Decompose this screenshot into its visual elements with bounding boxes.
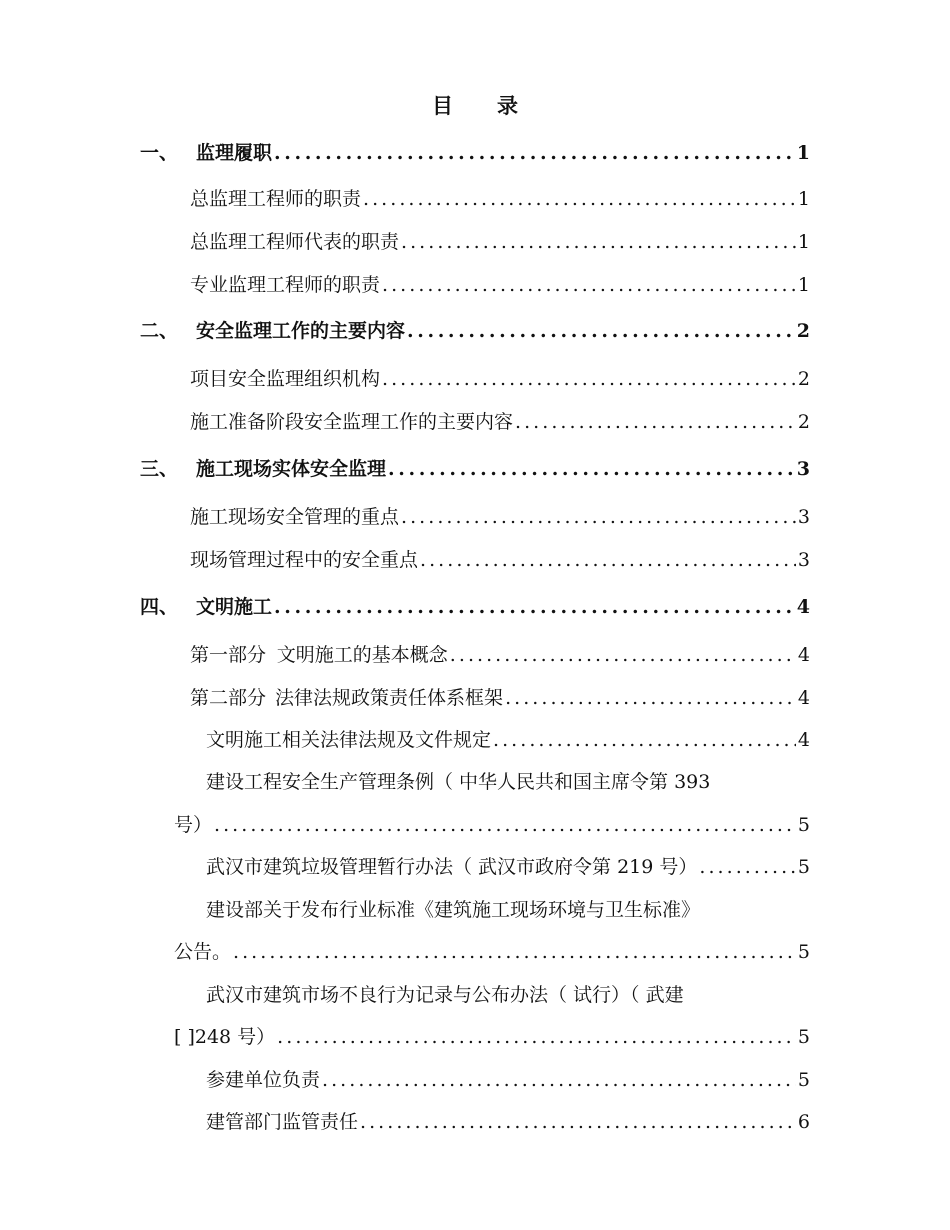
toc-entry[interactable] (206, 1065, 810, 1092)
page-number: 4 (796, 596, 810, 618)
page-number: 5 (797, 1026, 810, 1048)
toc-entry-chapter-2[interactable] (140, 316, 810, 343)
entry-title: 监理履职 (196, 142, 273, 164)
toc-entry[interactable] (190, 270, 810, 297)
toc-entry[interactable] (206, 852, 810, 879)
entry-title: 施工现场安全管理的重点 (190, 506, 400, 528)
page-number: 4 (797, 644, 810, 666)
chapter-number: 三、 (140, 458, 179, 480)
page-number: 1 (797, 188, 810, 210)
dot-leader (214, 814, 796, 836)
toc-entry-part-1[interactable] (190, 640, 810, 667)
toc-entry-line-2[interactable] (174, 810, 810, 837)
entry-title: 文明施工相关法律法规及文件规定 (206, 729, 492, 751)
toc-title-char-2: 录 (497, 93, 518, 118)
entry-title: 专业监理工程师的职责 (190, 274, 381, 296)
entry-title: 武汉市建筑垃圾管理暂行办法（ 武汉市政府令第 219 号） (206, 856, 698, 878)
toc-title-char-1: 目 (432, 93, 453, 118)
dot-leader (382, 274, 796, 296)
toc-entry[interactable] (190, 502, 810, 529)
page-number: 2 (797, 368, 810, 390)
toc-entry-line-2[interactable] (174, 1022, 810, 1049)
page-number: 5 (797, 1069, 810, 1091)
page-number: 3 (797, 506, 810, 528)
entry-title-cont: 号） (174, 814, 213, 836)
dot-leader (274, 596, 795, 618)
dot-leader (515, 411, 796, 433)
page-number: 4 (797, 729, 810, 751)
toc-entry-part-2[interactable] (190, 683, 810, 710)
page-number: 1 (797, 274, 810, 296)
entry-title: 施工准备阶段安全监理工作的主要内容 (190, 411, 514, 433)
dot-leader (274, 142, 795, 164)
entry-title: 安全监理工作的主要内容 (196, 320, 406, 342)
entry-title: 项目安全监理组织机构 (190, 368, 381, 390)
page-number: 6 (797, 1111, 810, 1133)
toc-entry[interactable] (190, 227, 810, 254)
page-number: 5 (797, 941, 810, 963)
toc-entry-line-1[interactable]: 建设工程安全生产管理条例（ 中华人民共和国主席令第 393 (206, 771, 711, 793)
dot-leader (277, 1026, 796, 1048)
page-number: 3 (797, 549, 810, 571)
page-number: 2 (796, 320, 810, 342)
entry-title: 法律法规政策责任体系框架 (275, 687, 504, 709)
toc-title (0, 90, 950, 120)
entry-title: 现场管理过程中的安全重点 (190, 549, 419, 571)
dot-leader (699, 856, 796, 878)
toc-entry[interactable] (190, 407, 810, 434)
entry-title: 参建单位负责 (206, 1069, 321, 1091)
page-number: 4 (797, 687, 810, 709)
chapter-number: 一、 (140, 142, 179, 164)
page-number: 5 (797, 814, 810, 836)
dot-leader (382, 368, 796, 390)
toc-entry[interactable] (206, 1107, 810, 1134)
toc-entry[interactable] (206, 725, 810, 752)
toc-entry-line-1[interactable]: 武汉市建筑市场不良行为记录与公布办法（ 试行）（ 武建 (206, 984, 684, 1006)
toc-entry[interactable] (190, 545, 810, 572)
dot-leader (420, 549, 796, 571)
part-label: 第一部分 (190, 644, 267, 666)
dot-leader (360, 1111, 796, 1133)
toc-entry-chapter-4[interactable] (140, 592, 810, 619)
entry-title: 施工现场实体安全监理 (196, 458, 387, 480)
entry-title-cont: [ ]248 号） (174, 1026, 276, 1048)
dot-leader (505, 687, 796, 709)
page-number: 1 (797, 231, 810, 253)
chapter-number: 二、 (140, 320, 179, 342)
page-number: 1 (796, 142, 810, 164)
part-label: 第二部分 (190, 687, 267, 709)
page-number: 5 (797, 856, 810, 878)
dot-leader (401, 231, 796, 253)
dot-leader (407, 320, 795, 342)
entry-title: 文明施工 (196, 596, 273, 618)
entry-title-cont: 公告。 (174, 941, 232, 963)
page-number: 2 (797, 411, 810, 433)
entry-title: 总监理工程师的职责 (190, 188, 362, 210)
toc-entry[interactable] (190, 184, 810, 211)
entry-title: 总监理工程师代表的职责 (190, 231, 400, 253)
entry-title: 文明施工的基本概念 (276, 644, 448, 666)
toc-entry-chapter-1[interactable] (140, 138, 810, 165)
toc-entry-chapter-3[interactable] (140, 454, 810, 481)
dot-leader (450, 644, 796, 666)
chapter-number: 四、 (140, 596, 179, 618)
dot-leader (233, 941, 796, 963)
toc-entry[interactable] (190, 364, 810, 391)
page-number: 3 (796, 458, 810, 480)
dot-leader (493, 729, 796, 751)
toc-entry-line-1[interactable]: 建设部关于发布行业标准《建筑施工现场环境与卫生标准》 (206, 899, 701, 921)
dot-leader (388, 458, 795, 480)
toc-entry-line-2[interactable] (174, 937, 810, 964)
dot-leader (322, 1069, 796, 1091)
dot-leader (401, 506, 796, 528)
dot-leader (363, 188, 796, 210)
entry-title: 建管部门监管责任 (206, 1111, 359, 1133)
